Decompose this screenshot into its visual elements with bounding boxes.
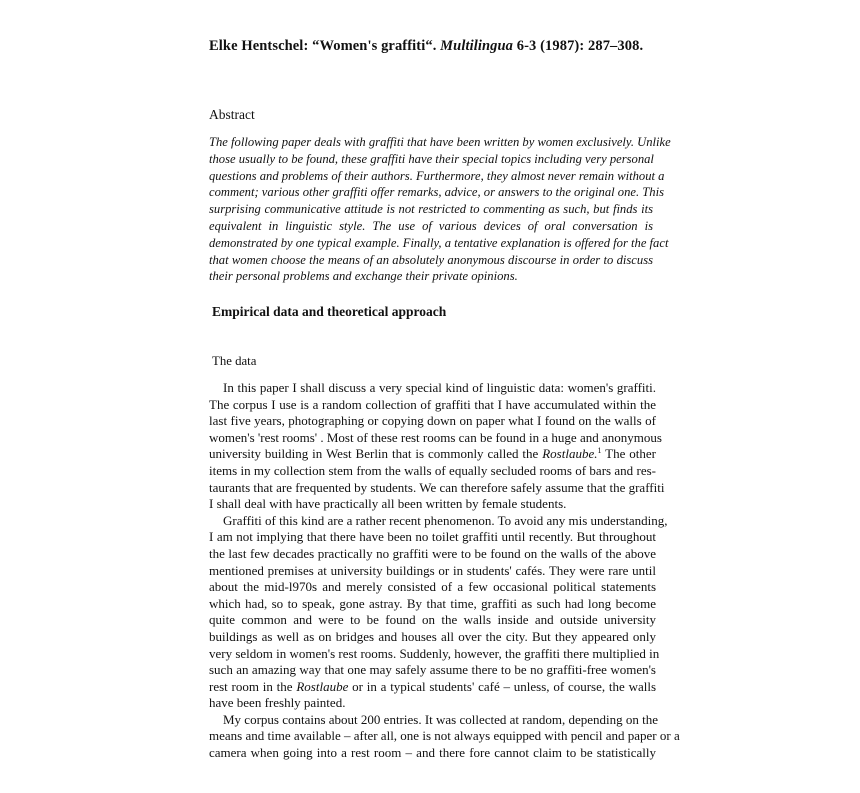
rostlaube-term: Rostlaube. xyxy=(542,446,598,462)
paragraph-line: women's 'rest rooms' . Most of these rest rooms can be found in a huge and anonymous xyxy=(209,429,662,445)
paragraph-line: Graffiti of this kind are a rather recent phenomenon. To avoid any mis understanding, xyxy=(223,512,668,528)
citation-details: 6-3 (1987): 287–308. xyxy=(516,38,644,54)
paragraph-line: In this paper I shall discuss a very special kind of linguistic data: women's graffiti. xyxy=(223,380,656,395)
paragraph-line: means and time available – after all, one is not always equipped with pencil and paper or a xyxy=(209,728,680,744)
rostlaube-term: Rostlaube xyxy=(296,678,349,694)
paragraph-line: I am not implying that there have been no toilet graffiti until recently. But throughout xyxy=(209,529,656,545)
citation-journal: Multilingua xyxy=(440,38,513,54)
abstract-line: surprising communicative attitude is not restricted to commenting as such, but finds its xyxy=(209,202,653,217)
paragraph-line: quite common and were to be found on the walls inside and outside university xyxy=(209,612,656,628)
paragraph-line: last five years, photographing or copying down on paper what I found on the walls of xyxy=(209,413,656,429)
paragraph-line: about the mid-l970s and merely consisted of a few occasional political statements xyxy=(209,579,656,595)
abstract-line: those usually to be found, these graffiti have their special topics including very personal xyxy=(209,151,654,166)
abstract-line: their personal problems and exchange their private opinions. xyxy=(209,269,518,284)
body-text xyxy=(209,380,680,762)
paragraph-line: very seldom in women's rest rooms. Suddenly, however, the graffiti there multiplied in xyxy=(209,645,660,661)
abstract-line: equivalent in linguistic style. The use of various devices of oral conversation is xyxy=(209,218,653,233)
paragraph-line: which had, so to speak, gone astray. By that time, graffiti as such had long become xyxy=(209,595,656,611)
paragraph-line xyxy=(209,446,656,463)
section-heading: Empirical data and theoretical approach xyxy=(212,304,447,319)
paragraph-line: buildings as well as on bridges and houses all over the city. But they appeared only xyxy=(209,628,656,644)
paragraph-line: I shall deal with have practically all been written by female students. xyxy=(209,496,567,512)
paragraph-line: taurants that are frequented by students. We can therefore safely assume that the graffiti xyxy=(209,479,665,495)
paragraph-line: items in my collection stem from the walls of equally secluded rooms of bars and res- xyxy=(209,462,656,478)
abstract-line: that women choose the means of an absolutely anonymous discourse in order to discuss xyxy=(209,252,653,267)
abstract-line: comment; various other graffiti offer remarks, advice, or answers to the original one. This xyxy=(209,185,664,200)
citation-header xyxy=(209,38,643,55)
abstract-line: demonstrated by one typical example. Finally, a tentative explanation is offered for the fact xyxy=(209,235,669,250)
paragraph-line: My corpus contains about 200 entries. It was collected at random, depending on the xyxy=(223,711,659,727)
abstract-line: questions and problems of their authors. Furthermore, they almost never remain without a xyxy=(209,168,665,183)
abstract-heading: Abstract xyxy=(209,107,255,122)
paragraph-line: The corpus I use is a random collection of graffiti that I have accumulated within the xyxy=(209,396,656,412)
paragraph-line-text: or in a typical students' café – unless, of course, the walls xyxy=(348,678,657,694)
paragraph-line: have been freshly painted. xyxy=(209,695,346,711)
paragraph-line-text: university building in West Berlin that is commonly called the xyxy=(209,446,539,462)
subsection-heading: The data xyxy=(212,354,257,368)
citation-author-title: Elke Hentschel: “Women's graffiti“. xyxy=(209,38,437,54)
paragraph-line-text: The other xyxy=(601,446,657,462)
abstract-text xyxy=(209,134,671,285)
paragraph-line: camera when going into a rest room – and there fore cannot claim to be statistically xyxy=(209,745,656,761)
paragraph-line xyxy=(209,679,656,696)
footnote-marker[interactable]: 1 xyxy=(597,446,602,456)
paragraph-line: the last few decades practically no graffiti were to be found on the walls of the above xyxy=(209,545,656,561)
abstract-line: The following paper deals with graffiti that have been written by women exclusively. Unlike xyxy=(209,135,671,149)
paragraph-line: such an amazing way that one may safely assume there to be no graffiti-free women's xyxy=(209,662,656,678)
paragraph-line: mentioned premises at university buildings or in students' cafés. They were rare until xyxy=(209,562,656,578)
paragraph-line-text: rest room in the xyxy=(209,678,293,694)
